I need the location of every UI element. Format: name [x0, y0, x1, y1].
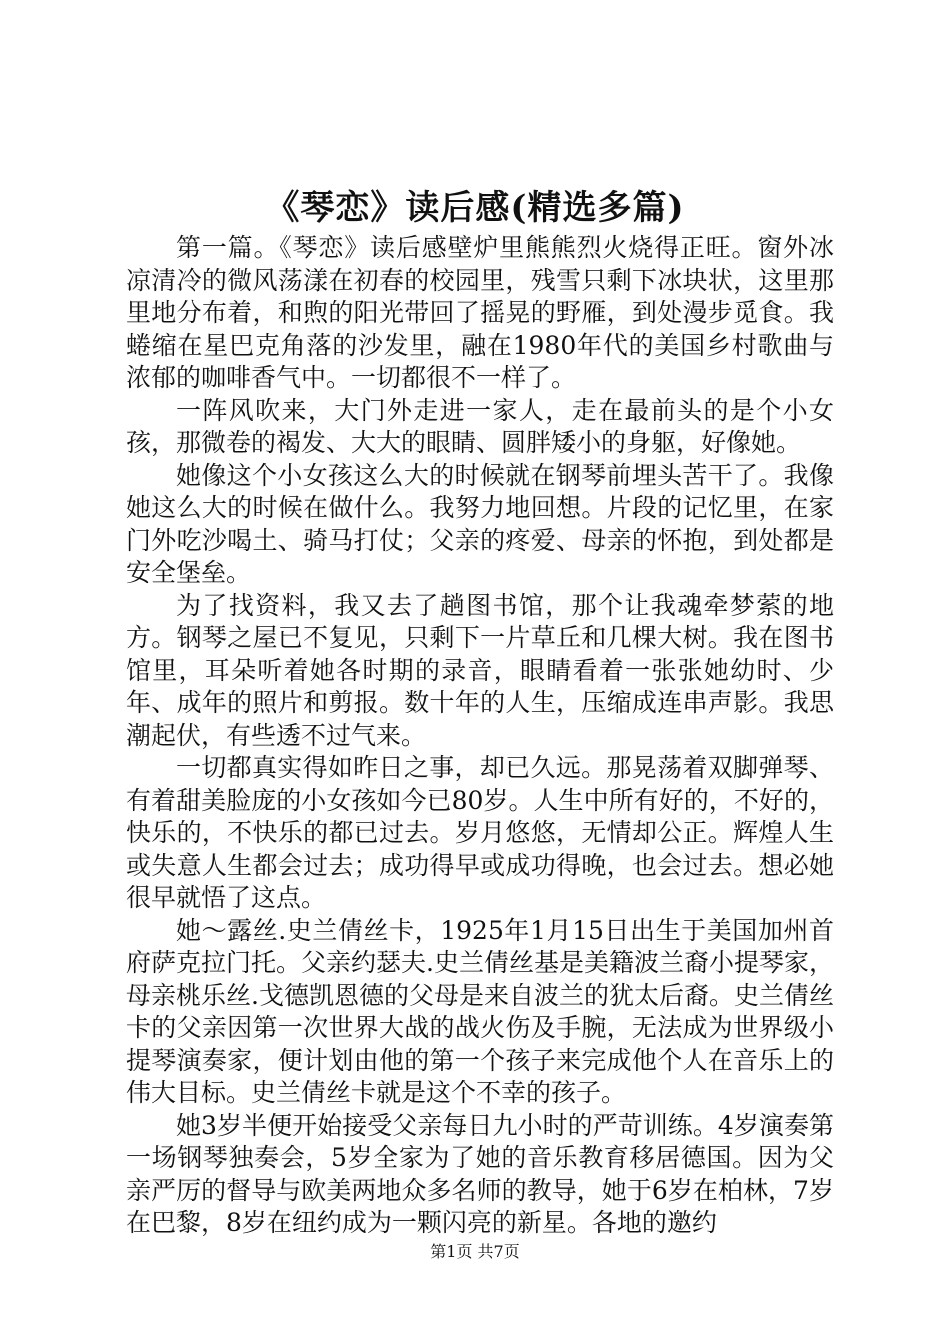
- paragraph-4: 为了找资料，我又去了趟图书馆，那个让我魂牵梦萦的地方。钢琴之屋已不复见，只剩下一片草丘和几棵大树。我在图书馆里，耳朵听着她各时期的录音，眼睛看着一张张她幼时、少年、成年的照片和剪报。数十年的人生，压缩成连串声影。我思潮起伏，有些透不过气来。: [126, 590, 834, 750]
- paragraph-1: 第一篇。《琴恋》读后感壁炉里熊熊烈火烧得正旺。窗外冰凉清冷的微风荡漾在初春的校园里，残雪只剩下冰块状，这里那里地分布着，和煦的阳光带回了摇晃的野雁，到处漫步觅食。我蜷缩在星巴克角落的沙发里，融在1980年代的美国乡村歌曲与浓郁的咖啡香气中。一切都很不一样了。: [126, 233, 834, 392]
- paragraph-6: 她～露丝.史兰倩丝卡，1925年1月15日出生于美国加州首府萨克拉门托。父亲约瑟夫.史兰倩丝基是美籍波兰裔小提琴家，母亲桃乐丝.戈德凯恩德的父母是来自波兰的犹太后裔。史兰倩丝卡的父亲因第一次世界大战的战火伤及手腕，无法成为世界级小提琴演奏家，便计划由他的第一个孩子来完成他个人在音乐上的伟大目标。史兰倩丝卡就是这个不幸的孩子。: [126, 915, 834, 1107]
- page-number-footer: 第1页 共7页: [430, 1242, 520, 1261]
- paragraph-7: 她3岁半便开始接受父亲每日九小时的严苛训练。4岁演奏第一场钢琴独奏会，5岁全家为了她的音乐教育移居德国。因为父亲严厉的督导与欧美两地众多名师的教导，她于6岁在柏林，7岁在巴黎，8岁在纽约成为一颗闪亮的新星。各地的邀约: [126, 1110, 834, 1237]
- document-body: [126, 232, 834, 1240]
- paragraph-5: 一切都真实得如昨日之事，却已久远。那晃荡着双脚弹琴、有着甜美脸庞的小女孩如今已80岁。人生中所有好的，不好的，快乐的，不快乐的都已过去。岁月悠悠，无情却公正。辉煌人生或失意人生都会过去；成功得早或成功得晚，也会过去。想必她很早就悟了这点。: [126, 753, 834, 912]
- document-title: 《琴恋》读后感(精选多篇): [265, 188, 685, 228]
- paragraph-2: 一阵风吹来，大门外走进一家人，走在最前头的是个小女孩，那微卷的褐发、大大的眼睛、圆胖矮小的身躯，好像她。: [126, 395, 834, 457]
- paragraph-3: 她像这个小女孩这么大的时候就在钢琴前埋头苦干了。我像她这么大的时候在做什么。我努力地回想。片段的记忆里，在家门外吃沙喝土、骑马打仗；父亲的疼爱、母亲的怀抱，到处都是安全堡垒。: [126, 460, 834, 587]
